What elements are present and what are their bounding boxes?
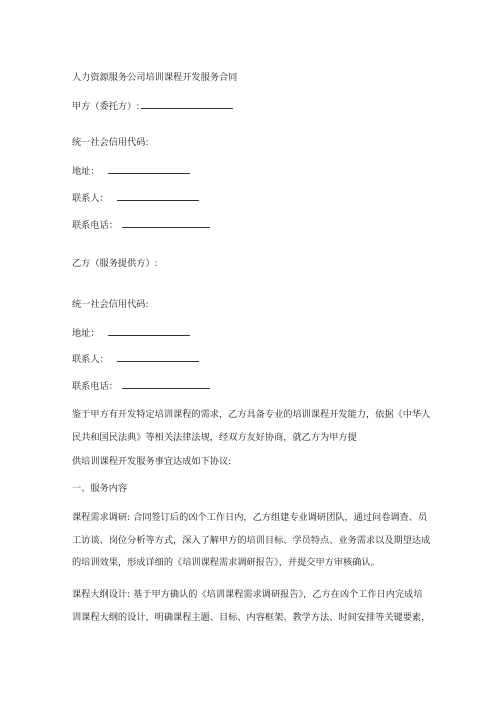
party-b-contact-label: 联系人： [72,354,109,365]
party-a-phone [72,218,210,232]
party-a-address-label: 地址： [72,166,100,177]
clause-line: 课程需求调研: 合同签订后的凶个工作日内，乙方组建专业调研团队，通过问卷调查、员 [72,512,428,523]
party-b-phone-blank[interactable] [122,379,210,389]
party-b-address-blank[interactable] [108,326,190,336]
clause-demand-research [72,507,432,575]
party-a-contact [72,191,199,205]
party-a-phone-label: 联系电话： [72,220,118,231]
clause-line: 的培训效果，形成详细的《培训课程需求调研报告》，并提交甲方审核确认。 [72,557,380,568]
section-heading-services: 一、服务内容 [72,483,128,494]
preamble-paragraph [72,403,432,449]
party-b-address-label: 地址： [72,328,100,339]
clause-line: 课程大纲设计: 基于甲方确认的《培训课程需求调研报告》，乙方在凶个工作日内完成培 [72,589,423,600]
document-title: 人力资源服务公司培训课程开发服务合同 [72,72,238,83]
party-a-address [72,164,190,178]
party-b-phone-label: 联系电话： [72,381,118,392]
preamble-line: 供培训课程开发服务事宜达成如下协议: [72,456,232,467]
party-a-phone-blank[interactable] [122,218,210,228]
party-a-heading-label: 甲方（委托方）: [72,101,140,112]
preamble-line: 鉴于甲方有开发特定培训课程的需求，乙方具备专业的培训课程开发能力，依据《中华人 [72,409,431,420]
party-b-credit-code: 统一社会信用代码: [72,299,149,310]
preamble-line: 民共和国民法典》等相关法律法规，经双方友好协商，就乙方为甲方提 [72,432,357,443]
clause-line: 工访谈、岗位分析等方式，深入了解甲方的培训目标、学员特点、业务需求以及期望达成 [72,534,431,546]
party-a-address-blank[interactable] [108,164,190,174]
party-b-heading: 乙方（服务提供方）: [72,258,158,269]
party-a-contact-blank[interactable] [117,191,199,201]
party-b-contact-blank[interactable] [117,352,199,362]
party-a-contact-label: 联系人： [72,193,109,204]
party-a-name-blank[interactable] [141,99,233,109]
party-b-contact [72,352,199,366]
clause-outline-design [72,584,432,629]
party-b-address [72,326,190,340]
clause-line: 训课程大纲的设计，明确课程主题、目标、内容框架、教学方法、时间安排等关键要素， [72,611,431,623]
party-a-heading [72,99,233,113]
party-b-phone [72,379,210,393]
party-a-credit-code: 统一社会信用代码: [72,137,149,148]
